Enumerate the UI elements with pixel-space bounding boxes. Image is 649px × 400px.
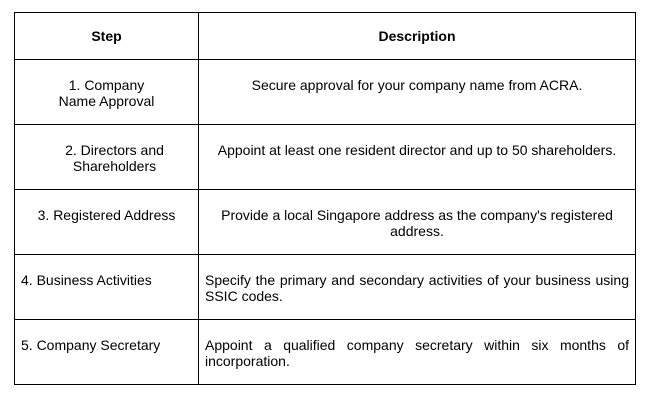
step-text: 2. Directors and Shareholders [65, 142, 164, 174]
table-row [15, 320, 636, 385]
step-text: 3. Registered Address [37, 207, 176, 223]
table-row [15, 125, 636, 190]
table-row [15, 60, 636, 125]
description-text: Specify the primary and secondary activities of your business using SSIC codes. [205, 272, 629, 304]
table-row [15, 255, 636, 320]
table-row [15, 190, 636, 255]
step-cell [15, 60, 199, 125]
step-text: 5. Company Secretary [21, 337, 161, 353]
step-text: 4. Business Activities [21, 272, 152, 288]
description-cell [199, 60, 636, 125]
step-cell [15, 255, 199, 320]
description-text: Appoint at least one resident director and up to 50 shareholders. [217, 142, 617, 158]
description-text: Secure approval for your company name from ACRA. [251, 77, 583, 93]
step-text: 1. Company Name Approval [58, 77, 155, 109]
step-cell [15, 125, 199, 190]
header-description: Description [199, 13, 636, 60]
company-registration-steps-table [14, 12, 636, 385]
step-cell [15, 190, 199, 255]
description-cell [199, 320, 636, 385]
description-text: Provide a local Singapore address as the company's registered address. [221, 207, 613, 239]
description-cell [199, 255, 636, 320]
description-cell [199, 190, 636, 255]
step-cell [15, 320, 199, 385]
description-text: Appoint a qualified company secretary within six months of incorporation. [205, 337, 629, 369]
description-cell [199, 125, 636, 190]
table-header-row [15, 13, 636, 60]
header-step: Step [15, 13, 199, 60]
